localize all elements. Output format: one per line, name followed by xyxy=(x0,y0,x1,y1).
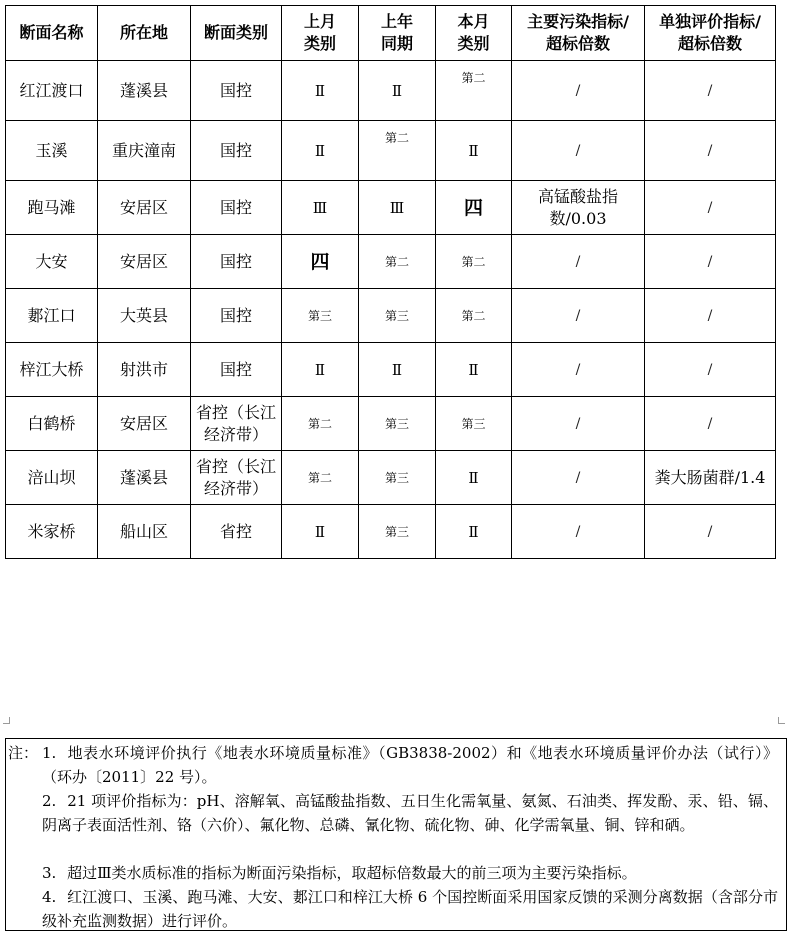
column-header-text: 单独评价指标/ xyxy=(659,12,761,31)
main-pollutant-cell: / xyxy=(512,235,645,289)
column-header-text: 上年 xyxy=(380,12,413,31)
main-pollutant-cell: / xyxy=(512,505,645,559)
note-item xyxy=(42,789,778,837)
section-type-cell: 国控 xyxy=(191,289,282,343)
table-row xyxy=(6,61,776,121)
section-name-cell: 梓江大桥 xyxy=(6,343,98,397)
water-quality-table xyxy=(5,5,776,559)
notes-prefix: 注： xyxy=(8,744,39,762)
section-type-cell: 国控 xyxy=(191,235,282,289)
section-type-cell: 国控 xyxy=(191,343,282,397)
last-month-class-cell: Ⅲ xyxy=(282,181,359,235)
section-type-cell: 国控 xyxy=(191,61,282,121)
column-header-text: 类别 xyxy=(303,34,336,53)
section-type-cell: 国控 xyxy=(191,181,282,235)
note-text: 地表水环境评价执行《地表水环境质量标准》（GB3838-2002）和《地表水环境质量评价办法（试行）》（环办〔2011〕22 号）。 xyxy=(42,744,778,786)
last-month-class-cell: Ⅱ xyxy=(282,61,359,121)
separate-index-cell: / xyxy=(645,505,776,559)
last-year-class-cell: 第三 xyxy=(359,451,436,505)
column-header-text: 超标倍数 xyxy=(677,34,742,53)
section-name-cell: 大安 xyxy=(6,235,98,289)
column-header-text: 上月 xyxy=(303,12,336,31)
location-cell: 射洪市 xyxy=(98,343,191,397)
note-text: 21 项评价指标为：pH、溶解氧、高锰酸盐指数、五日生化需氧量、氨氮、石油类、挥发酚、汞、铅、镉、阴离子表面活性剂、铬（六价）、氟化物、总磷、氰化物、硫化物、砷、化学需氧量、铜、锌和硒。 xyxy=(42,792,778,834)
table-row xyxy=(6,397,776,451)
column-header-text: 类别 xyxy=(457,34,490,53)
separate-index-cell: / xyxy=(645,121,776,181)
this-month-class-cell: 第二 xyxy=(436,61,512,121)
section-type-cell: 省控（长江经济带） xyxy=(191,451,282,505)
section-type-cell: 国控 xyxy=(191,121,282,181)
section-name-cell: 白鹤桥 xyxy=(6,397,98,451)
separate-index-cell: / xyxy=(645,181,776,235)
last-year-class-cell: Ⅱ xyxy=(359,61,436,121)
note-item xyxy=(42,885,778,933)
table-row xyxy=(6,505,776,559)
last-year-class-cell: 第二 xyxy=(359,235,436,289)
main-pollutant-cell: / xyxy=(512,397,645,451)
last-year-class-cell: Ⅱ xyxy=(359,343,436,397)
section-type-cell: 省控（长江经济带） xyxy=(191,397,282,451)
main-pollutant-cell: / xyxy=(512,343,645,397)
note-text: 红江渡口、玉溪、跑马滩、大安、郪江口和梓江大桥 6 个国控断面采用国家反馈的采测分离数据（含部分市级补充监测数据）进行评价。 xyxy=(42,888,778,930)
this-month-class-cell: Ⅱ xyxy=(436,505,512,559)
main-pollutant-cell: / xyxy=(512,61,645,121)
last-month-class-cell: Ⅱ xyxy=(282,343,359,397)
last-year-class-cell: 第三 xyxy=(359,289,436,343)
separate-index-cell: 粪大肠菌群/1.4 xyxy=(645,451,776,505)
section-type-cell: 省控 xyxy=(191,505,282,559)
table-row xyxy=(6,121,776,181)
table-row xyxy=(6,181,776,235)
separate-index-cell: / xyxy=(645,343,776,397)
section-name-cell: 玉溪 xyxy=(6,121,98,181)
last-year-class-cell: 第三 xyxy=(359,397,436,451)
main-pollutant-cell: / xyxy=(512,121,645,181)
note-item xyxy=(42,861,778,885)
this-month-class-cell: Ⅱ xyxy=(436,121,512,181)
location-cell: 蓬溪县 xyxy=(98,451,191,505)
location-cell: 安居区 xyxy=(98,181,191,235)
column-header-text: 超标倍数 xyxy=(545,34,610,53)
corner-mark-left xyxy=(3,717,10,724)
last-month-class-cell: Ⅱ xyxy=(282,505,359,559)
table-row xyxy=(6,451,776,505)
location-cell: 重庆潼南 xyxy=(98,121,191,181)
notes-section xyxy=(5,738,787,931)
last-month-class-cell: 四 xyxy=(282,235,359,289)
column-header xyxy=(98,6,191,61)
section-name-cell: 米家桥 xyxy=(6,505,98,559)
separate-index-cell: / xyxy=(645,61,776,121)
this-month-class-cell: 四 xyxy=(436,181,512,235)
column-header xyxy=(512,6,645,61)
column-header xyxy=(191,6,282,61)
table-row xyxy=(6,343,776,397)
column-header-text: 同期 xyxy=(380,34,413,53)
this-month-class-cell: 第二 xyxy=(436,235,512,289)
column-header-text: 所在地 xyxy=(119,23,168,42)
column-header xyxy=(645,6,776,61)
last-month-class-cell: Ⅱ xyxy=(282,121,359,181)
column-header-text: 断面名称 xyxy=(19,23,84,42)
location-cell: 大英县 xyxy=(98,289,191,343)
last-month-class-cell: 第二 xyxy=(282,451,359,505)
this-month-class-cell: Ⅱ xyxy=(436,451,512,505)
location-cell: 安居区 xyxy=(98,397,191,451)
location-cell: 蓬溪县 xyxy=(98,61,191,121)
note-item xyxy=(42,741,778,789)
last-year-class-cell: 第二 xyxy=(359,121,436,181)
column-header-text: 主要污染指标/ xyxy=(527,12,629,31)
section-name-cell: 红江渡口 xyxy=(6,61,98,121)
note-number: 1. xyxy=(42,744,57,762)
corner-mark-right xyxy=(778,717,785,724)
note-number: 2. xyxy=(42,792,57,810)
header-row xyxy=(6,6,776,61)
main-pollutant-cell: / xyxy=(512,451,645,505)
note-number: 3. xyxy=(42,864,57,882)
location-cell: 船山区 xyxy=(98,505,191,559)
table-row xyxy=(6,289,776,343)
column-header xyxy=(359,6,436,61)
location-cell: 安居区 xyxy=(98,235,191,289)
note-number: 4. xyxy=(42,888,57,906)
last-month-class-cell: 第三 xyxy=(282,289,359,343)
table-row xyxy=(6,235,776,289)
last-year-class-cell: Ⅲ xyxy=(359,181,436,235)
section-name-cell: 郪江口 xyxy=(6,289,98,343)
this-month-class-cell: 第二 xyxy=(436,289,512,343)
this-month-class-cell: 第三 xyxy=(436,397,512,451)
note-text: 超过Ⅲ类水质标准的指标为断面污染指标，取超标倍数最大的前三项为主要污染指标。 xyxy=(67,864,637,882)
last-month-class-cell: 第二 xyxy=(282,397,359,451)
column-header xyxy=(6,6,98,61)
separate-index-cell: / xyxy=(645,397,776,451)
this-month-class-cell: Ⅱ xyxy=(436,343,512,397)
main-pollutant-cell: 高锰酸盐指数/0.03 xyxy=(512,181,645,235)
column-header xyxy=(436,6,512,61)
column-header-text: 本月 xyxy=(457,12,490,31)
separate-index-cell: / xyxy=(645,289,776,343)
last-year-class-cell: 第三 xyxy=(359,505,436,559)
column-header xyxy=(282,6,359,61)
separate-index-cell: / xyxy=(645,235,776,289)
main-pollutant-cell: / xyxy=(512,289,645,343)
section-name-cell: 跑马滩 xyxy=(6,181,98,235)
section-name-cell: 涪山坝 xyxy=(6,451,98,505)
column-header-text: 断面类别 xyxy=(203,23,268,42)
